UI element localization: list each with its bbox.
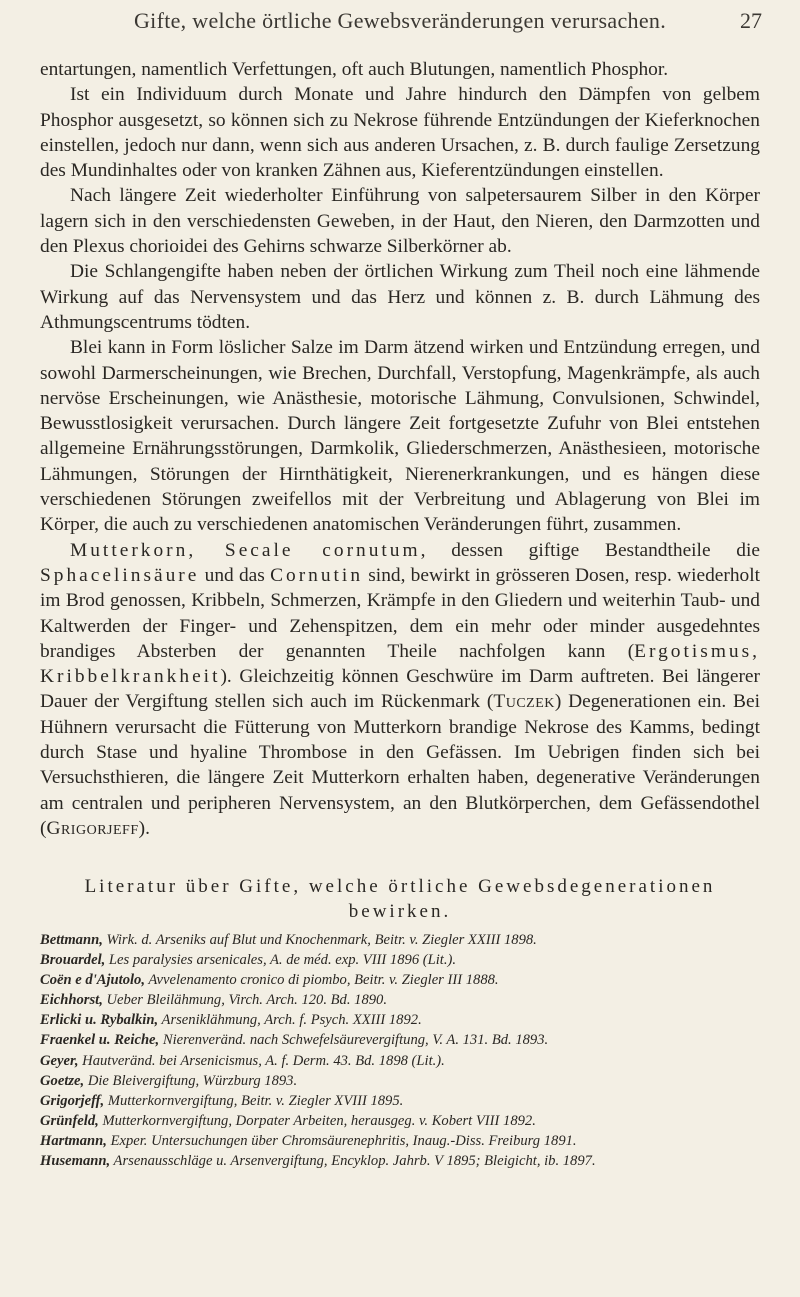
reference-author: Hartmann, — [40, 1132, 107, 1149]
paragraph-snake-venom: Die Schlangengifte haben neben der örtlichen Wirkung zum Theil noch eine lähmende Wirkung auf das Nervensystem und das Herz und können z. B. durch Lähmung des Athmungscentrums tödten. — [40, 261, 760, 333]
reference-author: Grünfeld, — [40, 1112, 99, 1129]
paragraph-ergot-text-2: und das — [199, 564, 271, 586]
paragraph-ergot — [40, 538, 760, 842]
reference-citation: Arsenausschläge u. Arsenvergiftung, Encyklop. Jahrb. V 1895; Bleigicht, ib. 1897. — [110, 1153, 596, 1170]
reference-citation: Hautveränd. bei Arsenicismus, A. f. Derm. 43. Bd. 1898 (Lit.). — [78, 1052, 445, 1069]
paragraph-phosphor-intro: entartungen, namentlich Verfettungen, oft auch Blutungen, namentlich Phosphor. — [40, 59, 669, 80]
paragraph-ergot-text-4: ). Gleichzeitig können Geschwüre im Darm auftreten. Bei längerer Dauer der Vergiftung stellen sich auch im Rückenmark ( — [40, 666, 760, 713]
reference-list — [40, 930, 760, 1171]
reference-citation: Wirk. d. Arseniks auf Blut und Knochenmark, Beitr. v. Ziegler XXIII 1898. — [102, 932, 537, 948]
reference-citation: Les paralysies arsenicales, A. de méd. exp. VIII 1896 (Lit.). — [105, 952, 457, 969]
reference-author: Husemann, — [40, 1153, 111, 1170]
paragraph-ergot-text-5: ) Degenerationen ein. Bei Hühnern verursacht die Fütterung von Mutterkorn brandige Nekrose des Kamms, bedingt durch Stase und hyaline Thrombose in den Gefässen. Im Uebrigen finden sich bei Versuchsthieren, die längere Zeit Mutterkorn erhalten haben, degenerative Veränderungen am centralen und peripheren Nervensystem, an den Blutkörperchen, dem Gefässendothel ( — [40, 691, 760, 839]
term-cornutin: Cornutin — [270, 564, 364, 586]
term-mutterkorn: Mutterkorn, Secale cornutum — [70, 539, 421, 561]
reference-item — [40, 1151, 760, 1171]
reference-item — [40, 1010, 760, 1030]
paragraph-silver: Nach längere Zeit wiederholter Einführung von salpetersaurem Silber in den Körper lagern sich in den verschiedensten Geweben, in der Haut, den Nieren, den Darmzotten und den Plexus chorioidei des Gehirns schwarze Silberkörner ab. — [40, 185, 760, 258]
author-grigorjeff: Grigorjeff — [46, 817, 139, 839]
reference-item — [40, 950, 760, 970]
reference-author: Geyer, — [40, 1052, 79, 1069]
reference-citation: Avvelenamento cronico di piombo, Beitr. v. Ziegler III 1888. — [145, 972, 499, 989]
reference-citation: Arseniklähmung, Arch. f. Psych. XXIII 1892. — [158, 1012, 422, 1029]
author-tuczek: Tuczek — [493, 691, 555, 713]
reference-author: Erlicki u. Rybalkin, — [40, 1012, 159, 1029]
reference-item — [40, 1091, 760, 1111]
reference-author: Goetze, — [40, 1072, 85, 1089]
running-title: Gifte, welche örtliche Gewebsveränderungen verursachen. — [133, 8, 667, 33]
reference-item — [40, 1051, 760, 1071]
page-header — [0, 8, 800, 48]
reference-item — [40, 970, 760, 990]
reference-item — [40, 1111, 760, 1131]
literature-heading: Literatur über Gifte, welche örtliche Gewebsdegenerationen bewirken. — [84, 876, 716, 922]
reference-citation: Mutterkornvergiftung, Beitr. v. Ziegler XVIII 1895. — [104, 1092, 404, 1109]
reference-citation: Nierenveränd. nach Schwefelsäurevergiftung, V. A. 131. Bd. 1893. — [159, 1032, 549, 1049]
reference-item — [40, 1131, 760, 1151]
reference-author: Bettmann, — [40, 932, 103, 948]
reference-item — [40, 1071, 760, 1091]
reference-item — [40, 990, 760, 1010]
reference-author: Fraenkel u. Reiche, — [40, 1032, 160, 1049]
paragraph-ergot-text-1: , dessen giftige Bestandtheile die — [420, 539, 760, 561]
reference-citation: Mutterkornvergiftung, Dorpater Arbeiten, herausgeg. v. Kobert VIII 1892. — [98, 1112, 536, 1129]
reference-author: Brouardel, — [40, 952, 106, 969]
reference-author: Eichhorst, — [40, 992, 103, 1009]
page-number: 27 — [740, 8, 762, 33]
reference-citation: Exper. Untersuchungen über Chromsäurenephritis, Inaug.-Diss. Freiburg 1891. — [106, 1132, 577, 1149]
paragraph-phosphor-necrosis: Ist ein Individuum durch Monate und Jahre hindurch den Dämpfen von gelbem Phosphor ausgesetzt, so können sich zu Nekrose führende Entzündungen der Kieferknochen einstellen, jedoch nur dann, wenn sich aus anderen Ursachen, z. B. durch faulige Zersetzung des Mundinhaltes oder von kranken Zähnen aus, Kieferentzündungen einstellen. — [40, 84, 760, 182]
term-ergotismus: Ergotismus, Kribbelkrankheit — [40, 640, 760, 688]
term-sphacelinsaeure: Sphacelinsäure — [40, 564, 200, 586]
reference-item — [40, 1030, 760, 1050]
reference-citation: Die Bleivergiftung, Würzburg 1893. — [84, 1072, 298, 1089]
reference-author: Grigorjeff, — [40, 1092, 105, 1109]
paragraph-ergot-text-6: ). — [138, 817, 150, 839]
paragraph-ergot-text-3: sind, bewirkt in grösseren Dosen, resp. wiederholt im Brod genossen, Kribbeln, Schmerzen, Krämpfe in den Gliedern und weiterhin Taub- und Kaltwerden der Finger- und Zehenspitzen, dem ein mehr oder minder ausgedehntes brandiges Absterben der genannten Theile nachfolgen kann ( — [40, 564, 760, 662]
reference-author: Coën e d'Ajutolo, — [40, 972, 146, 989]
body-text — [40, 57, 760, 841]
reference-citation: Ueber Bleilähmung, Virch. Arch. 120. Bd. 1890. — [102, 992, 387, 1009]
paragraph-lead: Blei kann in Form löslicher Salze im Darm ätzend wirken und Entzündung erregen, und sowohl Darmerscheinungen, wie Brechen, Durchfall, Verstopfung, Magenkrämpfe, als auch nervöse Erscheinungen, wie Anästhesie, motorische Lähmung, Convulsionen, Schwindel, Bewusstlosigkeit verursachen. Durch längere Zeit fortgesetzte Zufuhr von Blei entstehen allgemeine Ernährungsstörungen, Darmkolik, Gliederschmerzen, Anästhesieen, motorische Lähmungen, Störungen der Hirnthätigkeit, Nierenerkrankungen, und es hängen diese verschiedenen Störungen zweifellos mit der Verbreitung und Ablagerung von Blei im Körper, die auch zu verschiedenen anatomischen Veränderungen führt, zusammen. — [40, 337, 760, 536]
reference-item — [40, 930, 760, 950]
